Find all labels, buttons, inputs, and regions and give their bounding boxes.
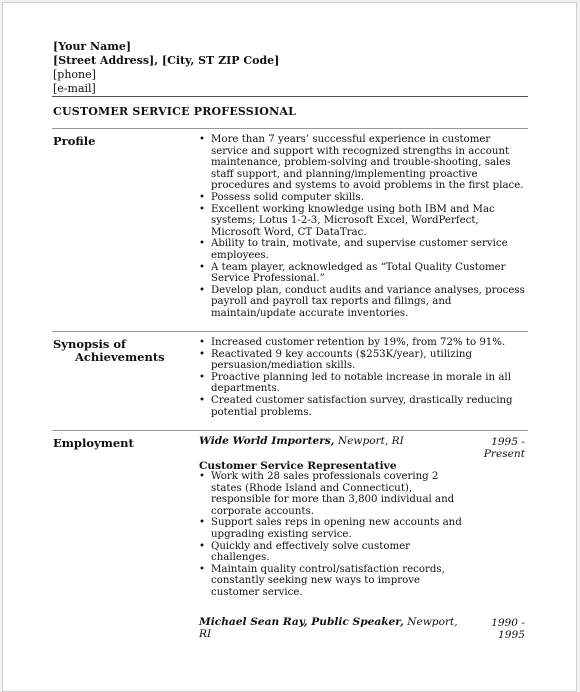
list-item: • Excellent working knowledge using both IBM and Mac systems; Lotus 1-2-3, Microsoft Excel, WordPerfect, Microsoft Word, CT DataTrac. (199, 204, 529, 239)
list-item: • Maintain quality control/satisfaction records, constantly seeking new ways to improve customer service. (199, 564, 469, 599)
profile-label: Profile (53, 134, 96, 148)
list-item: • Support sales reps in opening new accounts and upgrading existing service. (199, 517, 469, 540)
date-end: 1995 (498, 629, 525, 641)
synopsis-label-line1: Synopsis of (53, 337, 126, 351)
contact-header (53, 40, 279, 96)
list-item: • Work with 28 sales professionals covering 2 states (Rhode Island and Connecticut), responsible for more than 3,800 individual and corporate accounts. (199, 471, 469, 517)
synopsis-list (199, 337, 529, 418)
list-item: • Ability to train, motivate, and supervise customer service employees. (199, 238, 529, 261)
street-address: [Street Address], [City, ST ZIP Code] (53, 54, 280, 67)
synopsis-label (53, 338, 165, 364)
resume-title: CUSTOMER SERVICE PROFESSIONAL (53, 105, 297, 118)
date-end: Present (483, 448, 525, 460)
list-item: • A team player, acknowledged as “Total Quality Customer Service Professional.” (199, 262, 529, 285)
company-name: Michael Sean Ray, Public Speaker, (199, 616, 404, 628)
list-item: • Increased customer retention by 19%, from 72% to 91%. (199, 337, 529, 349)
job-dates (473, 617, 525, 641)
email: [e-mail] (53, 82, 96, 95)
list-item: • Develop plan, conduct audits and variance analyses, process payroll and payroll tax reports and filings, and maintain/update accurate inventories. (199, 285, 529, 320)
section-divider (52, 128, 528, 129)
date-start: 1995 - (491, 436, 525, 448)
employment-label: Employment (53, 436, 134, 450)
phone: [phone] (53, 68, 96, 81)
section-divider (52, 331, 528, 332)
list-item: • Quickly and effectively solve customer challenges. (199, 541, 469, 564)
list-item: • Possess solid computer skills. (199, 192, 529, 204)
list-item: • Created customer satisfaction survey, drastically reducing potential problems. (199, 395, 529, 418)
resume-page (2, 2, 577, 692)
job-heading (199, 435, 404, 447)
profile-list (199, 134, 529, 320)
job-dates (473, 436, 525, 460)
list-item: • Proactive planning led to notable increase in morale in all departments. (199, 372, 529, 395)
your-name: [Your Name] (53, 40, 132, 53)
date-start: 1990 - (491, 617, 525, 629)
company-location: Newport, RI (199, 616, 458, 640)
section-divider (52, 430, 528, 431)
synopsis-label-line2: Achievements (75, 350, 165, 364)
list-item: • More than 7 years’ successful experience in customer service and support with recognized strengths in account maintenance, problem-solving and trouble-shooting, sales staff support, and planning/implementing proactive procedures and systems to avoid problems in the first place. (199, 134, 529, 192)
job-heading (199, 616, 469, 640)
company-location: Newport, RI (334, 435, 404, 447)
header-divider (52, 96, 528, 97)
job-duties-list (199, 471, 469, 599)
company-name: Wide World Importers, (199, 435, 335, 447)
list-item: • Reactivated 9 key accounts ($253K/year), utilizing persuasion/mediation skills. (199, 349, 529, 372)
job-role: Customer Service Representative (199, 460, 397, 472)
